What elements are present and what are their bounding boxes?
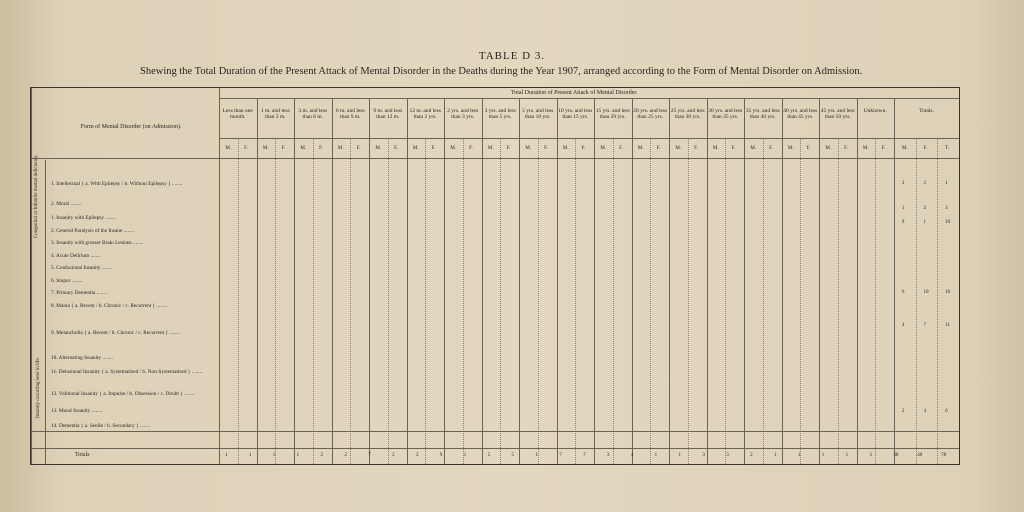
side-label-congenital: Congenital or Infantile mental deficiency. [34, 154, 39, 238]
sex-header: F. [923, 146, 928, 151]
total-cell: 1 [901, 206, 905, 211]
totals-cell: 3 [702, 453, 705, 458]
sex-header: F. [394, 146, 398, 151]
totals-cell: 1 [272, 453, 276, 458]
total-cell: 3 [923, 181, 926, 186]
sex-header: M. [825, 146, 832, 151]
totals-cell: 2 [320, 453, 323, 458]
total-cell: 11 [945, 323, 950, 328]
period-header: 5 yrs. and less than 10 yrs. [522, 108, 554, 120]
sex-header: M. [562, 146, 569, 151]
total-cell: 1 [923, 220, 926, 225]
sex-header: M. [412, 146, 419, 151]
total-cell: 10 [945, 220, 951, 225]
sex-header: M. [901, 146, 908, 151]
totals-cell: 1 [296, 453, 300, 458]
row-label: 7. Primary Dementia ........ [51, 290, 108, 296]
row-label: 11. Delusional Insanity { a. Systematised / b. Non-Systematised } ........ [51, 369, 203, 375]
row-label: 2. Moral ........ [51, 201, 82, 207]
total-cell: 10 [923, 290, 929, 295]
period-header: 45 yrs. and less than 50 yrs. [820, 108, 855, 120]
sex-header: F. [544, 146, 548, 151]
period-header: 2 yrs. and less than 3 yrs. [447, 108, 479, 120]
totals-cell: 1 [845, 453, 849, 458]
totals-cell: 7 [559, 453, 562, 458]
row-label: 13. Moral Insanity ........ [51, 408, 103, 414]
period-header: 35 yrs. and less than 40 yrs. [745, 108, 780, 120]
totals-cell: 1 [535, 453, 538, 458]
totals-cell: 40 [917, 453, 923, 458]
sex-header: F. [281, 146, 286, 151]
total-cell: 7 [923, 323, 926, 328]
totals-cell: 1 [821, 453, 825, 458]
totals-cell: 4 [630, 453, 634, 458]
total-cell: 3 [901, 181, 905, 186]
sex-header: M. [675, 146, 682, 151]
row-label: 1. Intellectual { a. With Epilepsy / b. Without Epilepsy } ........ [51, 181, 183, 187]
sex-header: F. [431, 146, 436, 151]
totals-cell: 2 [415, 453, 419, 458]
period-header: 6 m. and less than 9 m. [335, 108, 365, 120]
row-label: 4. Acute Delirium ........ [51, 253, 102, 259]
sex-header: M. [750, 146, 757, 151]
totals-cell: 1 [225, 453, 228, 458]
sex-header: F. [319, 146, 323, 151]
totals-cell: 3 [606, 453, 610, 458]
sex-header: F. [619, 146, 623, 151]
period-header: 10 yrs. and less than 15 yrs. [558, 108, 593, 120]
table-frame [30, 87, 960, 465]
totals-cell: 5 [487, 453, 491, 458]
total-cell: 9 [901, 220, 905, 225]
sex-header: M. [637, 146, 644, 151]
sex-header: M. [337, 146, 344, 151]
table-title: TABLE D 3. [478, 50, 546, 62]
totals-cell: 2 [392, 453, 395, 458]
form-column-label: Form of Mental Disorder (on Admission). [80, 124, 182, 130]
duration-group-label: Total Duration of Present Attack of Mental Disorder. [511, 90, 638, 96]
side-label-later: Insanity occurring later in life. [36, 357, 41, 418]
row-label: 14. Dementia { a. Senile / b. Secondary } ........ [51, 423, 151, 429]
period-header: 12 m. and less than 2 yrs. [409, 108, 441, 120]
sex-header: M. [300, 146, 307, 151]
period-header: 30 yrs. and less than 35 yrs. [708, 108, 743, 120]
sex-header: M. [787, 146, 794, 151]
totals-cell: 1 [463, 453, 467, 458]
sex-header: F. [581, 146, 586, 151]
totals-cell: 1 [774, 453, 777, 458]
sex-header: M. [225, 146, 232, 151]
period-header: 40 yrs. and less than 45 yrs. [783, 108, 818, 120]
sex-header: F. [469, 146, 473, 151]
table-subtitle: Shewing the Total Duration of the Present Attack of Mental Disorder in the Deaths during the Year 1907, arranged according to the Form of Mental Disorder on Admission. [140, 66, 863, 77]
period-header: 1 m. and less than 3 m. [260, 108, 290, 120]
sex-header: F. [844, 146, 848, 151]
row-label: 8. Mania { a. Recent / b. Chronic / c. Recurrent } ........ [51, 303, 167, 309]
sex-header: F. [656, 146, 661, 151]
sex-header: F. [881, 146, 886, 151]
sex-header: F. [769, 146, 773, 151]
sex-header: T. [945, 146, 950, 151]
period-header: 9 m. and less than 12 m. [373, 108, 403, 120]
row-label: 1. Insanity with Epilepsy ........ [51, 215, 116, 221]
total-cell: 2 [901, 409, 905, 414]
total-cell: 6 [945, 409, 948, 414]
totals-cell: 7 [583, 453, 586, 458]
totals-cell: 1 [678, 453, 682, 458]
row-label: 3. Insanity with grosser Brain Lesions ........ [51, 240, 144, 246]
totals-label: Totals [75, 452, 90, 458]
totals-cell: 5 [511, 453, 514, 458]
period-header: 3 yrs. and less than 5 yrs. [484, 108, 516, 120]
sex-header: M. [450, 146, 457, 151]
row-label: 6. Stupor ........ [51, 278, 83, 284]
sex-header: M. [712, 146, 719, 151]
sex-header: F. [694, 146, 698, 151]
row-label: 5. Confusional Insanity ........ [51, 265, 113, 271]
total-cell: 16 [945, 290, 951, 295]
totals-cell: 38 [893, 453, 899, 458]
totals-cell: 1 [654, 453, 658, 458]
total-cell: 2 [923, 206, 926, 211]
totals-cell: 2 [344, 453, 347, 458]
sex-header: F. [356, 146, 361, 151]
sex-header: M. [600, 146, 607, 151]
period-header: 15 yrs. and less than 20 yrs. [595, 108, 630, 120]
sex-header: M. [487, 146, 494, 151]
totals-cell: 1 [248, 453, 252, 458]
total-cell: 6 [901, 290, 905, 295]
sex-header: M. [262, 146, 269, 151]
totals-cell: 7 [368, 453, 371, 458]
period-header: 3 m. and less than 6 m. [298, 108, 328, 120]
period-header: 25 yrs. and less than 30 yrs. [670, 108, 705, 120]
sex-header: M. [862, 146, 869, 151]
row-label: 9. Melancholia { a. Recent / b. Chronic / c. Recurrent } ........ [51, 330, 180, 336]
total-cell: 4 [923, 409, 926, 414]
sex-header: M. [375, 146, 382, 151]
totals-cell: 2 [750, 453, 753, 458]
total-cell: 4 [901, 323, 905, 328]
totals-cell: 3 [726, 453, 729, 458]
period-header: Totals. [919, 108, 934, 114]
row-label: 10. Alternating Insanity ........ [51, 355, 114, 361]
sex-header: M. [525, 146, 532, 151]
sex-header: F. [731, 146, 736, 151]
period-header: Less than one month. [222, 108, 253, 120]
totals-cell: 1 [797, 453, 801, 458]
totals-cell: 9 [439, 453, 443, 458]
period-header: Unknown. [863, 108, 887, 114]
period-header: 20 yrs. and less than 25 yrs. [633, 108, 668, 120]
sex-header: F. [506, 146, 511, 151]
row-label: 12. Volitional Insanity { a. Impulse / b. Obsession / c. Doubt } ........ [51, 391, 195, 397]
sex-header: F. [244, 146, 248, 151]
total-cell: 3 [945, 206, 948, 211]
total-cell: 1 [945, 181, 948, 186]
totals-cell: 78 [941, 453, 947, 458]
sex-header: F. [806, 146, 811, 151]
totals-cell: 3 [869, 453, 873, 458]
row-label: 2. General Paralysis of the Insane ........ [51, 228, 135, 234]
